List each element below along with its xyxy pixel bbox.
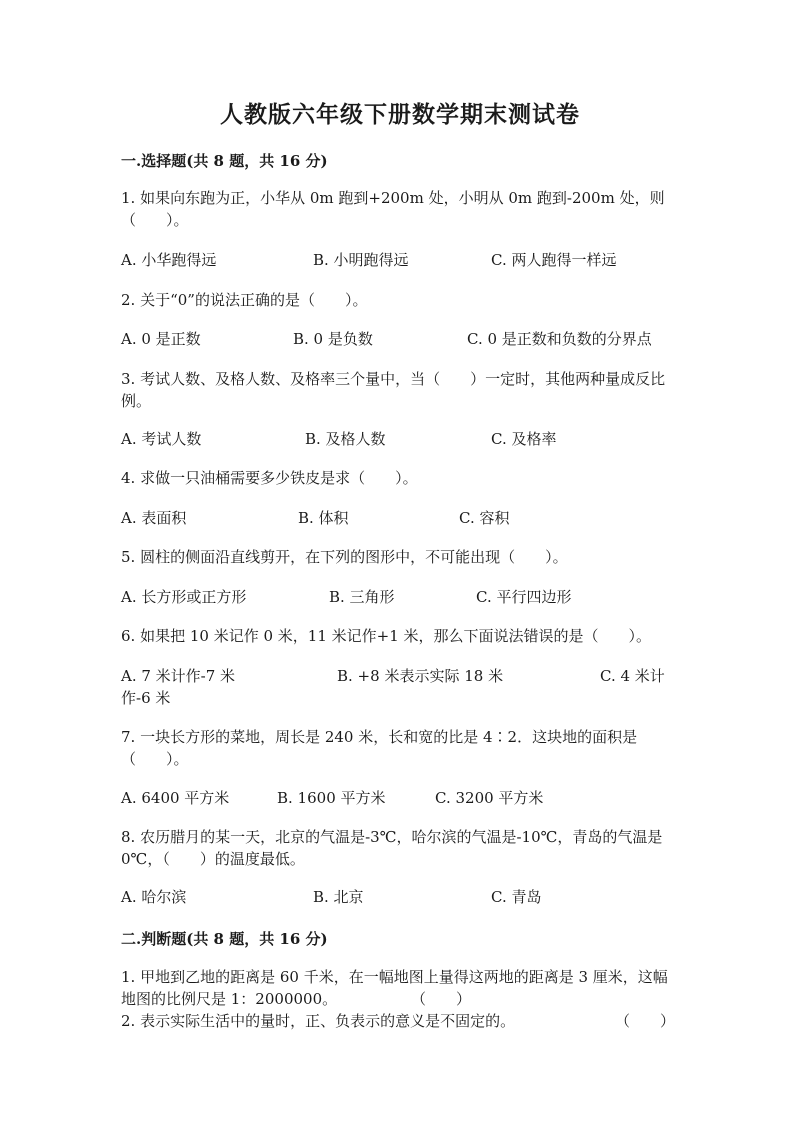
section-heading-multiple-choice: 一.选择题(共 8 题，共 16 分) <box>121 152 328 170</box>
true-false-text: 1. 甲地到乙地的距离是 60 千米，在一幅地图上量得这两地的距离是 3 厘米，这幅地图的比例尺是 1：2000000。 <box>121 968 668 1008</box>
question-6-options <box>121 665 681 709</box>
option-a: A. 长方形或正方形 <box>121 588 247 606</box>
question-7: 7. 一块长方形的菜地，周长是 240 米，长和宽的比是 4∶2．这块地的面积是（ ）。 <box>121 728 638 768</box>
option-a: A. 表面积 <box>121 509 187 527</box>
option-b: B. 及格人数 <box>305 430 386 448</box>
true-false-text: 2. 表示实际生活中的量时，正、负表示的意义是不固定的。 <box>121 1012 516 1030</box>
question-3: 3. 考试人数、及格人数、及格率三个量中，当（ ）一定时，其他两种量成反比例。 <box>121 370 666 410</box>
option-b: B. 三角形 <box>329 588 395 606</box>
option-c: C. 青岛 <box>491 888 542 906</box>
option-c: C. 容积 <box>459 509 510 527</box>
option-a: A. 小华跑得远 <box>121 251 217 269</box>
question-4: 4. 求做一只油桶需要多少铁皮是求（ ）。 <box>121 469 418 487</box>
option-c: C. 4 米计作-6 米 <box>121 667 665 707</box>
option-a: A. 0 是正数 <box>121 330 201 348</box>
option-b: B. 0 是负数 <box>293 330 373 348</box>
question-7-options <box>121 787 681 831</box>
question-4-options <box>121 507 681 551</box>
section-heading-true-false: 二.判断题(共 8 题，共 16 分) <box>121 930 328 948</box>
option-b: B. +8 米表示实际 18 米 <box>337 667 504 685</box>
option-a: A. 哈尔滨 <box>121 888 187 906</box>
true-false-item-2 <box>121 1010 681 1032</box>
option-c: C. 平行四边形 <box>476 588 572 606</box>
question-1: 1. 如果向东跑为正，小华从 0m 跑到+200m 处，小明从 0m 跑到-200m 处，则（ ）。 <box>121 189 665 229</box>
option-a: A. 7 米计作-7 米 <box>121 667 236 685</box>
question-6: 6. 如果把 10 米记作 0 米，11 米记作+1 米，那么下面说法错误的是（ ）。 <box>121 627 652 645</box>
question-1-options <box>121 249 681 293</box>
answer-blank[interactable]: （ ） <box>615 1012 676 1030</box>
question-5: 5. 圆柱的侧面沿直线剪开，在下列的图形中，不可能出现（ ）。 <box>121 548 568 566</box>
answer-blank[interactable]: （ ） <box>411 990 472 1008</box>
question-2-options <box>121 328 681 372</box>
question-3-options <box>121 428 681 472</box>
question-8-options <box>121 886 681 930</box>
page-title: 人教版六年级下册数学期末测试卷 <box>220 101 580 128</box>
question-2: 2. 关于“0”的说法正确的是（ ）。 <box>121 291 368 309</box>
option-b: B. 北京 <box>313 888 364 906</box>
option-a: A. 考试人数 <box>121 430 202 448</box>
question-8: 8. 农历腊月的某一天，北京的气温是-3℃，哈尔滨的气温是-10℃，青岛的气温是 0℃，（ ）的温度最低。 <box>121 828 663 868</box>
option-b: B. 小明跑得远 <box>313 251 409 269</box>
option-c: C. 及格率 <box>491 430 557 448</box>
question-5-options <box>121 586 681 630</box>
option-b: B. 体积 <box>298 509 349 527</box>
true-false-item-1 <box>121 966 681 1010</box>
option-c: C. 0 是正数和负数的分界点 <box>467 330 652 348</box>
option-c: C. 3200 平方米 <box>435 789 544 807</box>
option-b: B. 1600 平方米 <box>277 789 386 807</box>
option-a: A. 6400 平方米 <box>121 789 230 807</box>
option-c: C. 两人跑得一样远 <box>491 251 617 269</box>
